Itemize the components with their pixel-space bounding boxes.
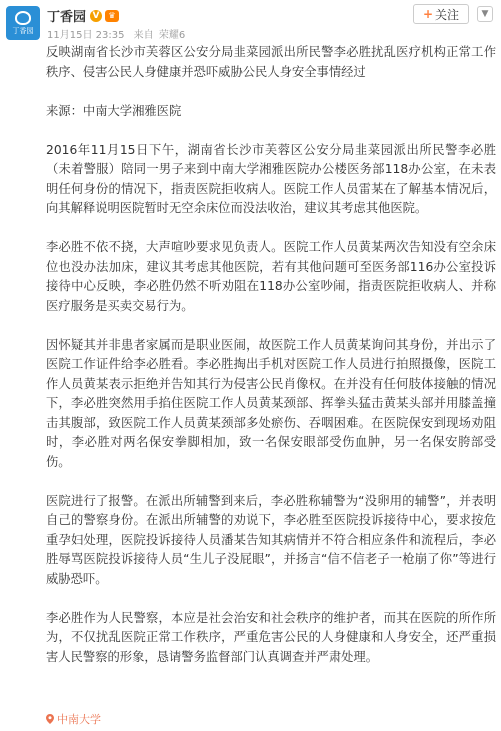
post-paragraph-title: 反映湖南省长沙市芙蓉区公安分局韭菜园派出所民警李必胜扰乱医疗机构正常工作秩序、侵害公民人身健康并恐吓威胁公民人身安全事情经过: [46, 45, 496, 79]
location-pin-icon: [46, 714, 54, 724]
vip-icon[interactable]: ♛: [105, 10, 119, 22]
author-row: [47, 6, 119, 25]
post-date[interactable]: 11月15日 23:35: [47, 30, 125, 41]
avatar[interactable]: [6, 6, 40, 40]
follow-button[interactable]: [413, 4, 469, 24]
location-tag[interactable]: [46, 711, 101, 727]
post-source: 荣耀6: [158, 30, 186, 41]
post-paragraph: 因怀疑其并非患者家属而是职业医闹，故医院工作人员黄某询问其身份，并出示了医院工作证件给李必胜看。李必胜掏出手机对医院工作人员进行拍照摄像，医院工作人员黄某表示拒绝并告知其行为侵害公民肖像权。在并没有任何肢体接触的情况下，李必胜突然用手掐住医院工作人员黄某颈部、挥拳头猛击黄某头部并用膝盖撞击其腹部，致医院工作人员黄某颈部多处瘀伤、吞咽困难。在医院保安到现场劝阻时，李必胜对两名保安拳脚相加，致一名保安眼部受伤血肿，另一名保安胯部受伤。: [46, 337, 496, 469]
post-paragraph: 医院进行了报警。在派出所辅警到来后，李必胜称辅警为“没卵用的辅警”，并表明自己的警察身份。在派出所辅警的劝说下，李必胜至医院投诉接待中心，要求按危重孕妇处理，医院投诉接待人员潘某告知其病情并不符合相应条件和流程后，李必胜辱骂医院投诉接待人员“生儿子没屁眼”，并扬言“信不信老子一枪崩了你”等进行威胁恐吓。: [46, 493, 496, 586]
chevron-down-icon[interactable]: ▼: [477, 6, 493, 22]
location-tag-label: 中南大学: [57, 713, 101, 726]
post-body: [46, 43, 496, 687]
post-meta: [47, 26, 191, 41]
post-paragraph: 2016年11月15日下午，湖南省长沙市芙蓉区公安分局韭菜园派出所民警李必胜（未着警服）陪同一男子来到中南大学湘雅医院办公楼医务部118办公室，在未表明任何身份的情况下，指责医院拒收病人。医院工作人员雷某在了解基本情况后，向其解释说明医院暂时无空余床位而没法收治，建议其考虑其他医院。: [46, 142, 496, 215]
verified-badge-icon: V: [90, 10, 102, 22]
avatar-text: 丁香园: [12, 27, 34, 35]
follow-label: 关注: [435, 7, 460, 22]
post-paragraph-source: 来源：中南大学湘雅医院: [46, 103, 182, 118]
source-prefix: 来自: [133, 30, 154, 41]
plus-icon: +: [422, 7, 434, 21]
post-header: [0, 0, 501, 42]
post-paragraph: 李必胜作为人民警察，本应是社会治安和社会秩序的维护者，而其在医院的所作所为，不仅扰乱医院正常工作秩序，严重危害公民的人身健康和人身安全，还严重损害人民警察的形象，恳请警务监督部门认真调查并严肃处理。: [46, 610, 496, 664]
author-name[interactable]: 丁香园: [47, 10, 87, 25]
post-paragraph: 李必胜不依不挠，大声喧吵要求见负责人。医院工作人员黄某两次告知没有空余床位也没办法加床，建议其考虑其他医院，若有其他问题可至医务部116办公室投诉接待中心反映，李必胜仍然不听劝阻在118办公室吵闹，指责医院拒收病人、并称医疗服务是买卖交易行为。: [46, 240, 496, 313]
dxy-logo-icon: [15, 11, 31, 25]
